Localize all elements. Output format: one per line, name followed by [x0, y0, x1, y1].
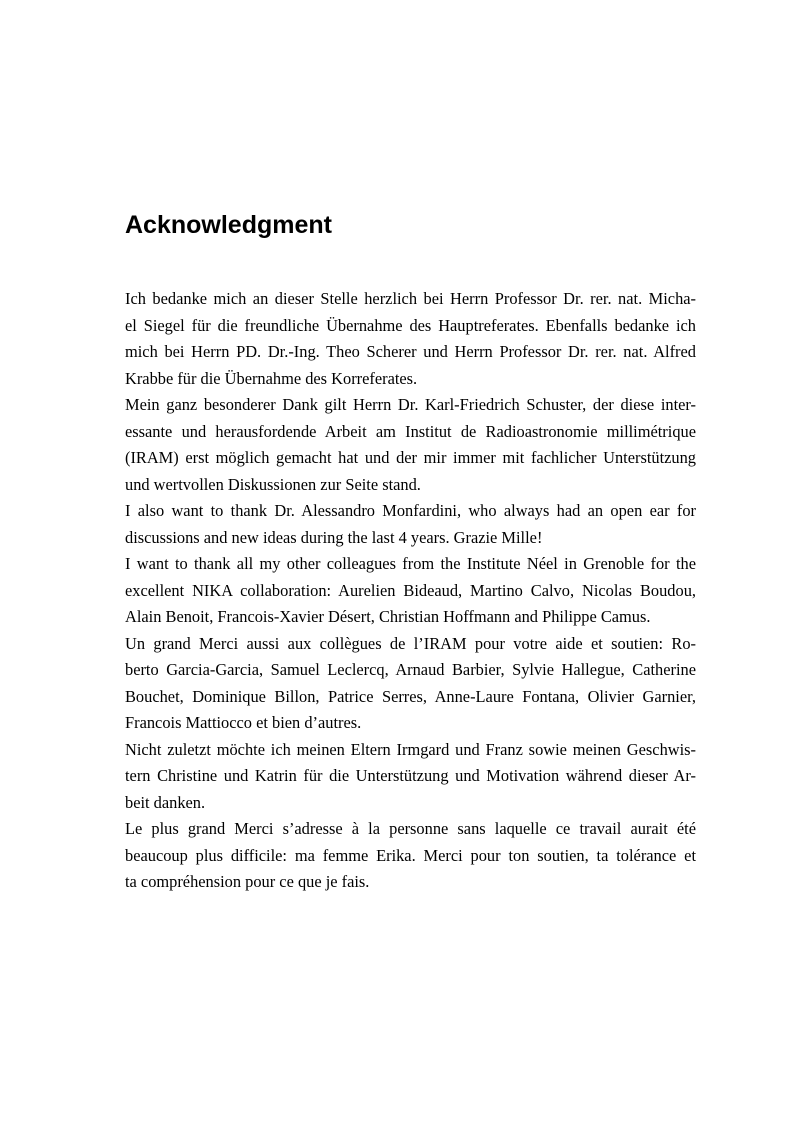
text-line: essante und herausfordende Arbeit am Institut de Radioastronomie millimétrique [125, 421, 696, 441]
text-line: el Siegel für die freundliche Übernahme des Hauptreferates. Ebenfalls bedanke ich [125, 315, 696, 335]
text-line: Ich bedanke mich an dieser Stelle herzlich bei Herrn Professor Dr. rer. nat. Micha- [125, 289, 696, 308]
text-line: Krabbe für die Übernahme des Korreferates. [125, 368, 418, 388]
text-line: mich bei Herrn PD. Dr.-Ing. Theo Scherer und Herrn Professor Dr. rer. nat. Alfred [125, 342, 696, 361]
text-line: Bouchet, Dominique Billon, Patrice Serres, Anne-Laure Fontana, Olivier Garnier, [125, 686, 696, 706]
text-line: Alain Benoit, Francois-Xavier Désert, Christian Hoffmann and Philippe Camus. [125, 607, 651, 626]
paragraph-thanks-referees [125, 286, 696, 392]
paragraph-thanks-neel-colleagues [125, 551, 696, 631]
text-line: ta compréhension pour ce que je fais. [125, 872, 370, 891]
text-line: Un grand Merci aussi aux collègues de l’IRAM pour votre aide et soutien: Ro- [125, 633, 696, 653]
paragraph-thanks-family [125, 737, 696, 817]
text-line: (IRAM) erst möglich gemacht hat und der mir immer mit fachlicher Unterstützung [125, 448, 696, 467]
paragraph-thanks-wife [125, 816, 696, 896]
paragraph-thanks-supervisor [125, 392, 696, 498]
text-line: tern Christine und Katrin für die Unterstützung und Motivation während dieser Ar- [125, 766, 696, 785]
paragraph-thanks-iram-colleagues [125, 631, 696, 737]
paragraph-thanks-monfardini [125, 498, 696, 551]
text-line: discussions and new ideas during the last 4 years. Grazie Mille! [125, 527, 543, 547]
text-line: berto Garcia-Garcia, Samuel Leclercq, Arnaud Barbier, Sylvie Hallegue, Catherine [125, 660, 696, 679]
text-line: Mein ganz besonderer Dank gilt Herrn Dr. Karl-Friedrich Schuster, der diese inter- [125, 395, 696, 414]
text-line: und wertvollen Diskussionen zur Seite stand. [125, 474, 421, 494]
acknowledgment-body [125, 286, 696, 896]
text-line: beit danken. [125, 792, 206, 812]
text-line: beaucoup plus difficile: ma femme Erika. Merci pour ton soutien, ta tolérance et [125, 845, 696, 865]
text-line: Le plus grand Merci s’adresse à la personne sans laquelle ce travail aurait été [125, 819, 696, 838]
text-line: I also want to thank Dr. Alessandro Monfardini, who always had an open ear for [125, 501, 696, 520]
page-title: Acknowledgment [125, 211, 332, 239]
text-line: I want to thank all my other colleagues from the Institute Néel in Grenoble for the [125, 554, 696, 573]
text-line: excellent NIKA collaboration: Aurelien Bideaud, Martino Calvo, Nicolas Boudou, [125, 580, 696, 600]
text-line: Nicht zuletzt möchte ich meinen Eltern Irmgard und Franz sowie meinen Geschwis- [125, 739, 696, 759]
text-line: Francois Mattiocco et bien d’autres. [125, 713, 362, 732]
